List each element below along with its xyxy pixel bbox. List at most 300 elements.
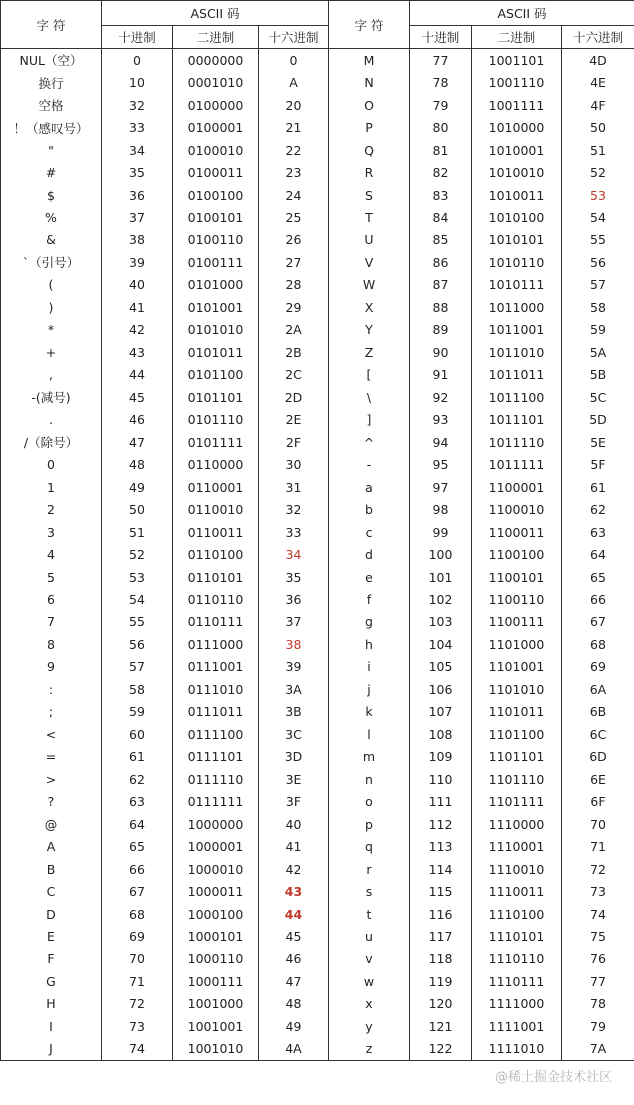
bin-right-cell: 1011000 (472, 296, 562, 318)
hex-right-cell: 55 (562, 229, 634, 251)
table-row (1, 386, 634, 408)
dec-right-cell: 110 (410, 768, 472, 790)
char-left-cell: 0 (1, 453, 102, 475)
hex-right-cell: 6F (562, 790, 634, 812)
bin-right-cell: 1011110 (472, 431, 562, 453)
hex-left-cell: 23 (259, 161, 329, 183)
hex-right-cell: 67 (562, 611, 634, 633)
dec-left-cell: 66 (102, 858, 173, 880)
dec-right-cell: 121 (410, 1015, 472, 1037)
dec-left-cell: 33 (102, 116, 173, 138)
table-row (1, 296, 634, 318)
dec-left-cell: 60 (102, 723, 173, 745)
table-row (1, 1038, 634, 1061)
bin-header-right: 二进制 (472, 26, 562, 49)
char-left-cell: . (1, 409, 102, 431)
dec-left-cell: 51 (102, 521, 173, 543)
hex-right-cell: 5F (562, 453, 634, 475)
hex-right-cell: 51 (562, 139, 634, 161)
table-row (1, 521, 634, 543)
hex-right-cell: 73 (562, 880, 634, 902)
table-row (1, 813, 634, 835)
table-row (1, 768, 634, 790)
table-row (1, 341, 634, 363)
watermark: @稀土掘金技术社区 (494, 1070, 612, 1085)
hex-right-cell: 70 (562, 813, 634, 835)
hex-right-cell: 6A (562, 678, 634, 700)
char-left-cell: = (1, 746, 102, 768)
bin-right-cell: 1111000 (472, 993, 562, 1015)
char-left-cell: " (1, 139, 102, 161)
bin-right-cell: 1011010 (472, 341, 562, 363)
bin-left-cell: 0100110 (173, 229, 259, 251)
char-right-cell: a (329, 476, 410, 498)
dec-left-cell: 38 (102, 229, 173, 251)
dec-right-cell: 120 (410, 993, 472, 1015)
hex-left-cell: 36 (259, 588, 329, 610)
char-right-cell: q (329, 835, 410, 857)
hex-left-cell: 48 (259, 993, 329, 1015)
dec-left-cell: 72 (102, 993, 173, 1015)
hex-right-cell: 53 (562, 184, 634, 206)
dec-left-cell: 49 (102, 476, 173, 498)
dec-right-cell: 119 (410, 970, 472, 992)
char-left-cell: + (1, 341, 102, 363)
hex-left-cell: 45 (259, 925, 329, 947)
table-row (1, 498, 634, 520)
bin-right-cell: 1001110 (472, 71, 562, 93)
hex-left-cell: 2E (259, 409, 329, 431)
bin-right-cell: 1011100 (472, 386, 562, 408)
char-right-cell: o (329, 790, 410, 812)
char-right-cell: d (329, 543, 410, 565)
bin-left-cell: 1001010 (173, 1038, 259, 1061)
ascii-header-left: ASCII 码 (102, 1, 329, 26)
bin-right-cell: 1010000 (472, 116, 562, 138)
bin-left-cell: 0110011 (173, 521, 259, 543)
table-row (1, 116, 634, 138)
hex-right-cell: 56 (562, 251, 634, 273)
table-row (1, 139, 634, 161)
dec-left-cell: 50 (102, 498, 173, 520)
char-left-cell: * (1, 319, 102, 341)
bin-right-cell: 1011011 (472, 364, 562, 386)
header-row (1, 1, 634, 26)
bin-right-cell: 1011111 (472, 453, 562, 475)
dec-left-cell: 37 (102, 206, 173, 228)
bin-left-cell: 0101011 (173, 341, 259, 363)
table-row (1, 49, 634, 72)
table-row (1, 161, 634, 183)
char-right-cell: Z (329, 341, 410, 363)
dec-right-cell: 106 (410, 678, 472, 700)
bin-left-cell: 0111011 (173, 701, 259, 723)
hex-right-cell: 59 (562, 319, 634, 341)
hex-left-cell: 3E (259, 768, 329, 790)
dec-right-cell: 103 (410, 611, 472, 633)
dec-right-cell: 102 (410, 588, 472, 610)
char-right-cell: m (329, 746, 410, 768)
char-left-cell: 7 (1, 611, 102, 633)
char-left-cell: I (1, 1015, 102, 1037)
char-left-cell: > (1, 768, 102, 790)
bin-right-cell: 1101001 (472, 656, 562, 678)
table-row (1, 678, 634, 700)
bin-right-cell: 1100101 (472, 566, 562, 588)
table-row (1, 858, 634, 880)
char-right-cell: ^ (329, 431, 410, 453)
bin-left-cell: 0110000 (173, 453, 259, 475)
char-right-cell: v (329, 948, 410, 970)
dec-right-cell: 109 (410, 746, 472, 768)
dec-header-left: 十进制 (102, 26, 173, 49)
bin-right-cell: 1010011 (472, 184, 562, 206)
bin-left-cell: 0110100 (173, 543, 259, 565)
bin-right-cell: 1100001 (472, 476, 562, 498)
bin-left-cell: 0001010 (173, 71, 259, 93)
hex-right-cell: 5E (562, 431, 634, 453)
hex-right-cell: 57 (562, 274, 634, 296)
dec-left-cell: 45 (102, 386, 173, 408)
bin-right-cell: 1100100 (472, 543, 562, 565)
hex-left-cell: 41 (259, 835, 329, 857)
bin-left-cell: 1000100 (173, 903, 259, 925)
bin-left-cell: 0111100 (173, 723, 259, 745)
hex-left-cell: 3B (259, 701, 329, 723)
dec-right-cell: 82 (410, 161, 472, 183)
dec-right-cell: 95 (410, 453, 472, 475)
hex-left-cell: 32 (259, 498, 329, 520)
bin-left-cell: 0101111 (173, 431, 259, 453)
dec-right-cell: 122 (410, 1038, 472, 1061)
dec-right-cell: 85 (410, 229, 472, 251)
char-right-cell: k (329, 701, 410, 723)
hex-left-cell: 2C (259, 364, 329, 386)
bin-left-cell: 1000110 (173, 948, 259, 970)
dec-right-cell: 84 (410, 206, 472, 228)
dec-left-cell: 39 (102, 251, 173, 273)
hex-right-cell: 4D (562, 49, 634, 72)
char-left-cell: D (1, 903, 102, 925)
hex-left-cell: 2D (259, 386, 329, 408)
table-row (1, 588, 634, 610)
bin-left-cell: 0100101 (173, 206, 259, 228)
table-row (1, 701, 634, 723)
bin-left-cell: 1000001 (173, 835, 259, 857)
dec-left-cell: 64 (102, 813, 173, 835)
dec-right-cell: 98 (410, 498, 472, 520)
dec-right-cell: 81 (410, 139, 472, 161)
bin-right-cell: 1101111 (472, 790, 562, 812)
bin-right-cell: 1110101 (472, 925, 562, 947)
hex-right-cell: 77 (562, 970, 634, 992)
hex-right-cell: 68 (562, 633, 634, 655)
bin-left-cell: 0110101 (173, 566, 259, 588)
bin-left-cell: 1000101 (173, 925, 259, 947)
hex-right-cell: 76 (562, 948, 634, 970)
dec-left-cell: 44 (102, 364, 173, 386)
bin-right-cell: 1001111 (472, 94, 562, 116)
bin-right-cell: 1100011 (472, 521, 562, 543)
hex-left-cell: 2F (259, 431, 329, 453)
table-row (1, 948, 634, 970)
dec-left-cell: 58 (102, 678, 173, 700)
table-row (1, 71, 634, 93)
char-left-cell: 1 (1, 476, 102, 498)
char-right-cell: R (329, 161, 410, 183)
hex-left-cell: 47 (259, 970, 329, 992)
bin-right-cell: 1010110 (472, 251, 562, 273)
bin-left-cell: 0111101 (173, 746, 259, 768)
dec-left-cell: 53 (102, 566, 173, 588)
bin-right-cell: 1010101 (472, 229, 562, 251)
char-right-cell: p (329, 813, 410, 835)
char-left-cell: , (1, 364, 102, 386)
bin-right-cell: 1100110 (472, 588, 562, 610)
bin-right-cell: 1100111 (472, 611, 562, 633)
dec-right-cell: 78 (410, 71, 472, 93)
hex-left-cell: 26 (259, 229, 329, 251)
table-row (1, 431, 634, 453)
hex-header-left: 十六进制 (259, 26, 329, 49)
char-right-cell: u (329, 925, 410, 947)
bin-left-cell: 0000000 (173, 49, 259, 72)
table-row (1, 790, 634, 812)
hex-left-cell: 31 (259, 476, 329, 498)
bin-right-cell: 1010010 (472, 161, 562, 183)
bin-left-cell: 0111111 (173, 790, 259, 812)
dec-right-cell: 80 (410, 116, 472, 138)
hex-left-cell: 28 (259, 274, 329, 296)
char-left-cell: 8 (1, 633, 102, 655)
table-row (1, 611, 634, 633)
char-left-cell: G (1, 970, 102, 992)
bin-left-cell: 1001000 (173, 993, 259, 1015)
bin-right-cell: 1101101 (472, 746, 562, 768)
table-row (1, 903, 634, 925)
hex-left-cell: 3A (259, 678, 329, 700)
table-row (1, 319, 634, 341)
dec-right-cell: 115 (410, 880, 472, 902)
char-left-cell: 换行 (1, 71, 102, 93)
char-left-cell: & (1, 229, 102, 251)
char-left-cell: % (1, 206, 102, 228)
dec-right-cell: 93 (410, 409, 472, 431)
bin-right-cell: 1001101 (472, 49, 562, 72)
bin-right-cell: 1110111 (472, 970, 562, 992)
dec-left-cell: 56 (102, 633, 173, 655)
char-right-cell: \ (329, 386, 410, 408)
dec-right-cell: 114 (410, 858, 472, 880)
hex-left-cell: 3F (259, 790, 329, 812)
dec-right-cell: 101 (410, 566, 472, 588)
dec-left-cell: 61 (102, 746, 173, 768)
char-left-cell: 9 (1, 656, 102, 678)
dec-right-cell: 117 (410, 925, 472, 947)
char-right-cell: r (329, 858, 410, 880)
dec-right-cell: 107 (410, 701, 472, 723)
dec-left-cell: 32 (102, 94, 173, 116)
dec-left-cell: 52 (102, 543, 173, 565)
hex-right-cell: 54 (562, 206, 634, 228)
bin-left-cell: 0110010 (173, 498, 259, 520)
bin-right-cell: 1010100 (472, 206, 562, 228)
dec-left-cell: 35 (102, 161, 173, 183)
hex-left-cell: 37 (259, 611, 329, 633)
hex-left-cell: A (259, 71, 329, 93)
bin-left-cell: 0110110 (173, 588, 259, 610)
hex-right-cell: 58 (562, 296, 634, 318)
char-left-cell: `（引号） (1, 251, 102, 273)
hex-right-cell: 71 (562, 835, 634, 857)
dec-right-cell: 111 (410, 790, 472, 812)
dec-left-cell: 36 (102, 184, 173, 206)
table-row (1, 880, 634, 902)
bin-left-cell: 0100111 (173, 251, 259, 273)
hex-right-cell: 64 (562, 543, 634, 565)
hex-left-cell: 44 (259, 903, 329, 925)
table-body (1, 49, 634, 1061)
bin-left-cell: 0100001 (173, 116, 259, 138)
dec-left-cell: 42 (102, 319, 173, 341)
table-row (1, 274, 634, 296)
hex-left-cell: 35 (259, 566, 329, 588)
dec-left-cell: 68 (102, 903, 173, 925)
char-right-cell: t (329, 903, 410, 925)
dec-right-cell: 90 (410, 341, 472, 363)
hex-right-cell: 5D (562, 409, 634, 431)
dec-left-cell: 69 (102, 925, 173, 947)
dec-right-cell: 118 (410, 948, 472, 970)
hex-left-cell: 4A (259, 1038, 329, 1061)
char-right-cell: w (329, 970, 410, 992)
table-row (1, 925, 634, 947)
char-left-cell: H (1, 993, 102, 1015)
dec-left-cell: 0 (102, 49, 173, 72)
char-right-cell: i (329, 656, 410, 678)
dec-header-right: 十进制 (410, 26, 472, 49)
dec-left-cell: 46 (102, 409, 173, 431)
hex-left-cell: 33 (259, 521, 329, 543)
hex-right-cell: 6B (562, 701, 634, 723)
hex-right-cell: 52 (562, 161, 634, 183)
bin-left-cell: 0100000 (173, 94, 259, 116)
char-left-cell: 5 (1, 566, 102, 588)
hex-left-cell: 0 (259, 49, 329, 72)
hex-right-cell: 6D (562, 746, 634, 768)
hex-right-cell: 4E (562, 71, 634, 93)
table-row (1, 723, 634, 745)
char-right-cell: W (329, 274, 410, 296)
char-left-cell: C (1, 880, 102, 902)
char-right-cell: g (329, 611, 410, 633)
bin-right-cell: 1101000 (472, 633, 562, 655)
hex-right-cell: 74 (562, 903, 634, 925)
bin-left-cell: 1000011 (173, 880, 259, 902)
table-row (1, 633, 634, 655)
char-left-cell: /（除号） (1, 431, 102, 453)
hex-left-cell: 3C (259, 723, 329, 745)
table-row (1, 746, 634, 768)
hex-left-cell: 21 (259, 116, 329, 138)
hex-left-cell: 29 (259, 296, 329, 318)
dec-right-cell: 100 (410, 543, 472, 565)
hex-right-cell: 79 (562, 1015, 634, 1037)
hex-right-cell: 5B (562, 364, 634, 386)
hex-right-cell: 66 (562, 588, 634, 610)
hex-left-cell: 25 (259, 206, 329, 228)
hex-right-cell: 63 (562, 521, 634, 543)
bin-left-cell: 0101110 (173, 409, 259, 431)
hex-left-cell: 2B (259, 341, 329, 363)
char-left-cell: < (1, 723, 102, 745)
char-right-cell: j (329, 678, 410, 700)
hex-left-cell: 20 (259, 94, 329, 116)
ascii-header-right: ASCII 码 (410, 1, 634, 26)
table-row (1, 453, 634, 475)
table-row (1, 835, 634, 857)
dec-right-cell: 104 (410, 633, 472, 655)
hex-right-cell: 6C (562, 723, 634, 745)
hex-right-cell: 69 (562, 656, 634, 678)
bin-left-cell: 0111000 (173, 633, 259, 655)
bin-right-cell: 1110011 (472, 880, 562, 902)
hex-left-cell: 43 (259, 880, 329, 902)
char-left-cell: 2 (1, 498, 102, 520)
bin-right-cell: 1110001 (472, 835, 562, 857)
char-left-cell: 空格 (1, 94, 102, 116)
bin-right-cell: 1111001 (472, 1015, 562, 1037)
bin-right-cell: 1101011 (472, 701, 562, 723)
bin-left-cell: 0101101 (173, 386, 259, 408)
char-right-cell: Y (329, 319, 410, 341)
bin-right-cell: 1010001 (472, 139, 562, 161)
dec-left-cell: 71 (102, 970, 173, 992)
bin-right-cell: 1111010 (472, 1038, 562, 1061)
bin-right-cell: 1101010 (472, 678, 562, 700)
char-left-cell: -(减号) (1, 386, 102, 408)
bin-left-cell: 0101010 (173, 319, 259, 341)
dec-left-cell: 57 (102, 656, 173, 678)
bin-left-cell: 1001001 (173, 1015, 259, 1037)
hex-right-cell: 4F (562, 94, 634, 116)
dec-left-cell: 43 (102, 341, 173, 363)
dec-left-cell: 59 (102, 701, 173, 723)
char-left-cell: ; (1, 701, 102, 723)
hex-left-cell: 30 (259, 453, 329, 475)
bin-left-cell: 0100011 (173, 161, 259, 183)
bin-right-cell: 1110100 (472, 903, 562, 925)
bin-left-cell: 0100100 (173, 184, 259, 206)
bin-left-cell: 0111110 (173, 768, 259, 790)
dec-right-cell: 92 (410, 386, 472, 408)
hex-right-cell: 5A (562, 341, 634, 363)
char-left-cell: 6 (1, 588, 102, 610)
dec-right-cell: 97 (410, 476, 472, 498)
hex-left-cell: 3D (259, 746, 329, 768)
char-right-cell: Q (329, 139, 410, 161)
table-row (1, 409, 634, 431)
dec-right-cell: 77 (410, 49, 472, 72)
dec-left-cell: 48 (102, 453, 173, 475)
dec-right-cell: 108 (410, 723, 472, 745)
char-left-cell: 3 (1, 521, 102, 543)
bin-left-cell: 0111010 (173, 678, 259, 700)
char-right-cell: - (329, 453, 410, 475)
hex-right-cell: 61 (562, 476, 634, 498)
char-header-left: 字 符 (1, 1, 102, 49)
char-right-cell: P (329, 116, 410, 138)
